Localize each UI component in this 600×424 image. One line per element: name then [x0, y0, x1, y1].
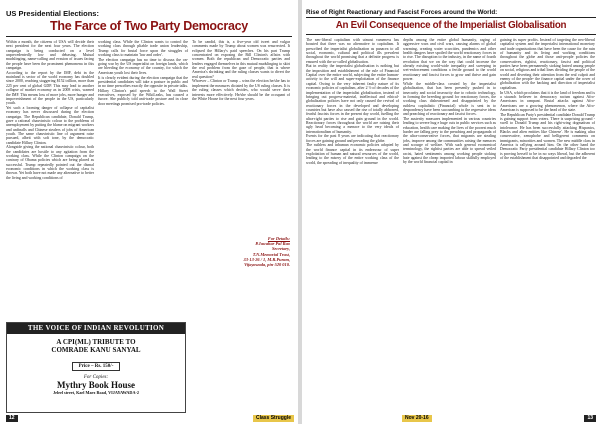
left-headline-rule	[6, 36, 292, 37]
ad-publisher: Mythry Book House	[56, 380, 135, 390]
right-headline-rule	[306, 34, 596, 35]
paragraph: The Republican Party's presidential candidate Donald Trump is gaining support from voters. There is surprising ground -swell to Donald Trump and his right-wing dogmatism of intolerance. He has been successfully attacking Hispanics, Blacks and alien entities like Chinese'. He is making ultra conservative, xenophobe and belligerent comments on immigrants, minorities and women. The new middle class in America is rallying around him. On the other hand the Democratic Party presidential candidate Hillary Clinton too is proving herself to be in no ways liberal, but the adherent of the establishment that disappointed and degraded the	[500, 112, 595, 161]
paragraph: gaining its super profits. Instead of targeting the neo-liberal capitalist system and the imperialist international monetary and trade organisations that have been the cause for the ruin of humanity and its living and working conditions throughout the globe and those anti-people policies the conservatives, rightist, reactionary, fascist and political parties have been permanently stoking hatred among people on social, religious and tribal lines dividing the people of the world and diverting their attention from the real culprit and enemy of the people- the finance capital under the cover of globalisation with the backing and direction of imperialist capitalism.	[500, 38, 595, 90]
right-footer	[302, 415, 600, 422]
paragraph: It is clearly evident during the election campaign that the presidential candidates will take a posture in public and in no time prescribes exactly the opposite in private talks. Hillary Clinton's paid speech to the Wall Street executives, exposed by the WikiLeaks, has caused a furore. She publicly told anti-trade posture and in close door meetings promised pro-trade policies.	[98, 75, 188, 106]
right-kicker-rule	[306, 17, 596, 18]
paragraph: While the middle-class created by the imperialist globalisation, that has been presently pushed in to insecurity and social insecurity due to robotic technology, in forming the breeding ground for reactionary forces, the working class disheartened and disappointed by the ruthless capitalistic (Financial) whole is sent in to despondency have been succumbing to the regressive ideas and preaching of reactionary and fascist forces.	[403, 81, 496, 117]
ad-masthead: THE VOICE OF INDIAN REVOLUTION	[7, 323, 185, 334]
publication-tag: Class Struggle	[253, 415, 294, 422]
contact-details	[190, 236, 290, 322]
paragraph: In USA, which proclaims that it is the land of freedom and is a staunch believer in democracy racism against Afro-Americans in rampant. Brutal attacks against Afro-Americans are a growing phenomenon, where the Afro-American is supposed to be the head of the state.	[500, 90, 595, 112]
paragraph: Events for the past 8 years are indicating that reactionary forces are gaining ground and pervading the globe.	[306, 134, 399, 143]
contact-name: P.Jawahar Pal Rao	[255, 241, 290, 247]
contact-heading: For Details:	[267, 236, 290, 241]
right-page	[302, 0, 600, 424]
paragraph: The austerity measures implemented in various countries leading to severe hug e huge cuts in public services such as education, health care making the lives of the poorest much harder are falling prey to the preaching and propaganda of the ultra-conservative forces, that migrants are stealing jobs, improve among the communities raising the menaces and scourge of welfare. With such general economical terminology, the rightist parties are able to spread veiled racist, hated sentiments among working people stoking hate against the cheap imported labour skilfully employed by the world financial capital in	[403, 116, 496, 165]
paragraph: To be candid, this is, a five-year old tweet and vulgar comments made by Trump about women was resurrected. It eclipsed the Hillary's paid speeches. On his part Trump concentrated on exposing the Bill Clinton's affairs with women. Both the republican and Democratic parties and leaders engaged themselves in this mutual mudslinging to skirt the real problem from the gaze of people, that is where America's shrinking and the ruling classes wants to divert the real question?	[192, 40, 290, 79]
paragraph: depths among the entire global humanity, raging of aggressive wars and civil wars, causing alarms of global warming, creating water scarcities, pandemics and other health dangers have spoiled the world reactionary forces in to rise. The disruption to the industry, in the name of fourth revolution that we on the way that could increase the already existing world-wide inequality and sweeping in wet-enforcement conditions a fertile ground to the world reactionary and fascist forces to grow and thrive and gain power.	[403, 38, 496, 82]
left-footer	[0, 415, 298, 422]
issue-date-tag: Nov 20-16	[402, 415, 432, 422]
right-kicker: Rise of Right Reactionary and Fascist Forces around the World:	[306, 9, 498, 16]
book-advertisement	[6, 322, 186, 413]
ad-title-line-1: A CPI(ML) TRIBUTE TO	[56, 338, 136, 346]
ad-title-line-2: COMRADE KANU SANYAL	[51, 346, 141, 354]
paragraph: Yet such a looming danger of collapse of capitalist economy has never discussed during the election campaign. The Republican candidate, Donald Trump, gave a rational chauvinistic colour to the problems of unemployment by putting the blame on migrant workers and unfinalls and Chinese stealers of jobs of American youth. The same chauvinistic line of argument raise pursued, albeit with soft tone, by the democratic candidate Hillary Clinton.	[6, 105, 94, 145]
page-number: 12	[6, 415, 18, 422]
ad-publisher-address: Jeleel street, Karl Marx Road, VIJAYAWADA-2	[53, 390, 139, 395]
paragraph: working class. While the Clinton wants to control the working class through pliable trade union leadership, Trump calls for brutal force upon the struggles of working class to maintain 'law and order'.	[98, 40, 188, 58]
paragraph: The ruthless and inhuman economic policies adopted by the world finance capital in its endeavour of super exploitation of human and natural resources of the world, leading to the misery of the entire working class of the world, the spreading of inequality of immense	[306, 143, 399, 165]
left-kicker: US Presidential Elections:	[6, 9, 99, 18]
ad-copies-label: For Copies:	[83, 375, 109, 380]
contact-city: Vijayawada, pin-520 010.	[244, 262, 290, 268]
left-headline: The Farce of Two Party Democracy	[50, 19, 248, 33]
page-number: 13	[584, 415, 596, 422]
left-page	[0, 0, 298, 424]
contact-title: Secretary,	[271, 246, 290, 252]
left-column-3	[192, 40, 290, 234]
paragraph: Whoever – Clinton or Trump – wins the election he/she has to implement the measures dictated by the US ruling classes. It is the ruling classes which decides, who would serve their interests more effectively. He/she should be the occupant of the White House for the next four years.	[192, 79, 290, 101]
right-headline: An Evil Consequence of the Imperialist Globalisation	[335, 20, 567, 31]
right-column-1	[306, 38, 399, 413]
right-column-3	[500, 38, 595, 413]
ad-price: Price – Rs. 150/-	[72, 362, 121, 371]
paragraph: The neo-liberal capitalism with utmost vameness has boasted that there was no alternative to capitalism. It prescribed the imperialist globalisation as panacea to all social, economic, cultural and political ills prevalent throughout the world promising that a definite progress is ensured with the so-called globalisation.	[306, 38, 399, 64]
paragraph: But in reality the imperialist globalisation is nothing but the imposition and establishment of the rule of Financial Capital over the entire world, subjecting the entire human-activity to the will and super-exploitation of the finance capital. Owing to the very inherent faulty nature of its economic policies of capitalism, after 2 ½ of decades of the implementation of the imperialist globalisation, instead of bringing out progress-material, intellectual and ethical-globalisation policies have not only caused the revival of reactionary forces in the developed and developing countries but have also caused the rise of totally abhorred, fearful fascists forces in the present day world, fuelling the ultra-right parties to rise and gain ground in the world. Reactionary forces throughout the world are raising their ugly head becoming a menace to the very ideals of internationalism of humanity.	[306, 64, 399, 134]
left-column-2	[98, 40, 188, 318]
paragraph: According to the report by the IMF, debt in the mainland is sector of the world economy has doubled since 2000, reaching staggering $152 trillion, more than 225 per cent of global GDP. This may lead to another collapse of market economy as in 2008 crisis, warned the IMF. This means loss of more jobs, more hunger and impoverishment of the people in the US, particularly youth.	[6, 70, 94, 106]
paragraph: The election campaign has no time to discuss the on-going war by the US imperialist on foreign lands, which are bleeding the economy of the country, for which the American youth lost their lives.	[98, 57, 188, 75]
contact-org: T.N.Memorial Trust,	[252, 251, 290, 257]
right-column-2	[403, 38, 496, 413]
contact-address: 33-13-26 / 1, M.R.Puram,	[243, 256, 290, 262]
paragraph: Alongside giving the national chauvinistic colour, both the candidates are hostile to any agitation from the working class. While the Clinton campaign on the contrary of Obama policies which are being placed as successful. Trump repeatedly pointed out the dismal economic conditions in which the working class is thrown. Yet both have not made any alternative to better the living and working conditions of	[6, 145, 94, 180]
paragraph: Within a month, the citizens of USA will decide their next president for the next four years. The election campaign is being conducted on a level unprecedentedly low and debasing. Mutual mudslinging, name-calling and evasion of issues facing the people have been the prominent phenomena in this campaign.	[6, 40, 94, 71]
